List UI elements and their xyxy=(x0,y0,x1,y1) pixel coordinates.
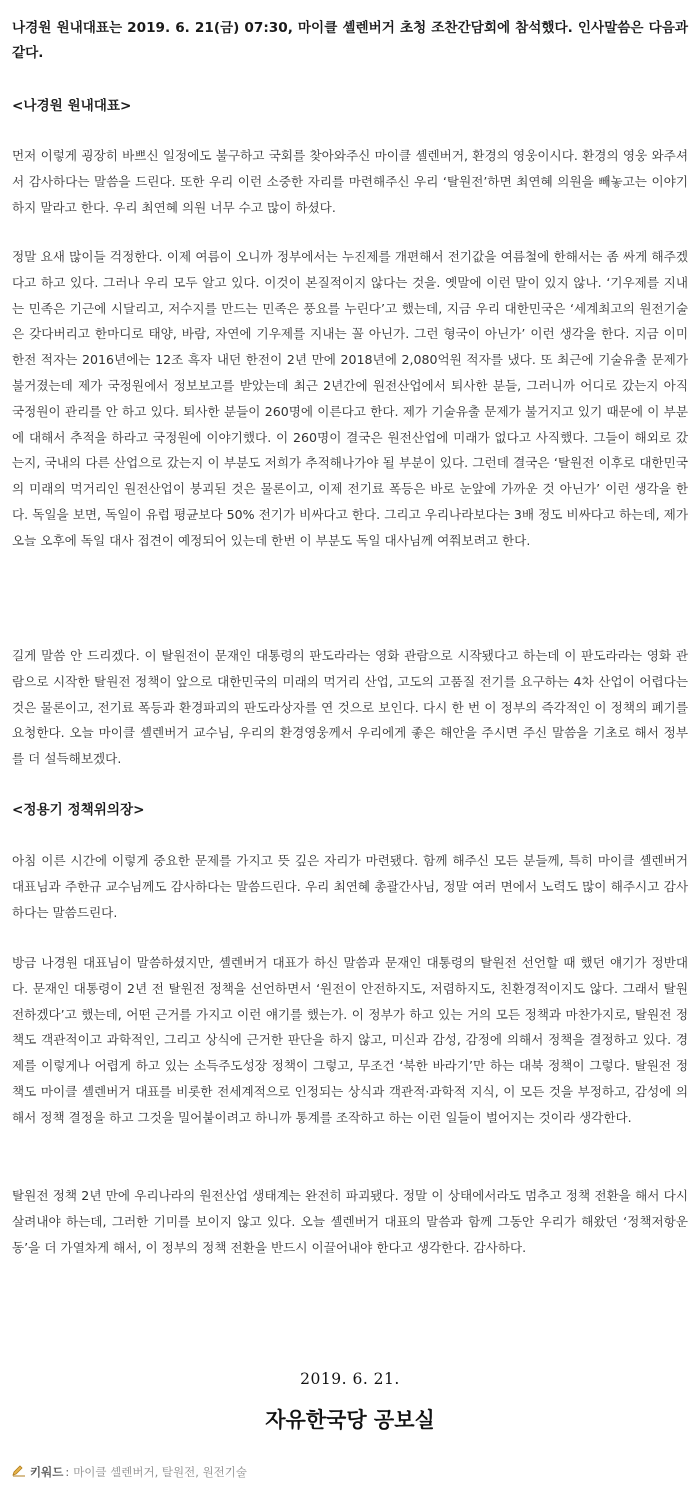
release-date: 2019. 6. 21. xyxy=(300,1370,400,1388)
paragraph: 정말 요새 많이들 걱정한다. 이제 여름이 오니까 정부에서는 누진제를 개편해서 전기값을 여름철에 한해서는 좀 싸게 해주겠다고 하고 있다. 그러나 우리 모두 알고 있다. 이것이 본질적이지 않다는 것을. 옛말에 이런 말이 있지 않나. ‘기우제를 지내는 민족은 기근에 시달리고, 저수지를 만드는 민족은 풍요를 누린다’고 했는데, 지금 우리 대한민국은 ‘세계최고의 원전기술은 갖다버리고 한마디로 태양, 바람, 자연에 기우제를 지내는 꼴 아닌가. 그런 형국이 아닌가’ 이런 생각을 한다. 지금 이미 한전 적자는 2016년에는 12조 흑자 내던 한전이 2년 만에 2018년에 2,080억원 적자를 냈다. 또 최근에 기술유출 문제가 불거졌는데 제가 국정원에서 정보보고를 받았는데 최근 2년간에 원전산업에서 퇴사한 분들, 그러니까 어디로 갔는지 아직 국정원이 관리를 안 하고 있다. 퇴사한 분들이 260명에 이른다고 한다. 제가 기술유출 문제가 불거지고 있기 때문에 이 부분에 대해서 추적을 하라고 국정원에 이야기했다. 이 260명이 결국은 원전산업에 미래가 없다고 사직했다. 그들이 해외로 갔는지, 국내의 다른 산업으로 갔는지 이 부분도 저희가 추적해나가야 될 부분이 있다. 그런데 결국은 ‘탈원전 이후로 대한민국의 미래의 먹거리인 원전산업이 붕괴된 것은 물론이고, 이제 전기료 폭등은 바로 눈앞에 가까운 것 아닌가’ 이런 생각을 한다. 독일을 보면, 독일이 유럽 평균보다 50% 전기가 비싸다고 한다. 그리고 우리나라보다는 3배 정도 비싸다고 하는데, 제가 오늘 오후에 독일 대사 접견이 예정되어 있는데 한번 이 부분도 독일 대사님께 여쭤보려고 한다. xyxy=(12,249,688,548)
keywords-label: 키워드 xyxy=(30,1465,64,1479)
section-heading-na-kyung-won: <나경원 원내대표> xyxy=(12,98,132,114)
pencil-icon xyxy=(12,1465,26,1480)
paragraph: 먼저 이렇게 굉장히 바쁘신 일정에도 불구하고 국회를 찾아와주신 마이클 셸렌버거, 환경의 영웅이시다. 환경의 영웅 와주셔서 감사하다는 말씀을 드린다. 또한 우리 이런 소중한 자리를 마련해주신 우리 ‘탈원전’하면 최연혜 의원을 빼놓고는 이야기하지 말라고 한다. 우리 최연혜 의원 너무 수고 많이 하셨다. xyxy=(12,148,688,215)
keywords-list[interactable]: 마이클 셸렌버거, 탈원전, 원전기술 xyxy=(73,1465,248,1479)
paragraph: 길게 말씀 안 드리겠다. 이 탈원전이 문재인 대통령의 판도라라는 영화 관람으로 시작됐다고 하는데 이 판도라라는 영화 관람으로 시작한 탈원전 정책이 앞으로 대한민국의 미래의 먹거리 산업, 고도의 고품질 전기를 요구하는 4차 산업이 어렵다는 것은 물론이고, 전기료 폭등과 환경파괴의 판도라상자를 연 것으로 보인다. 다시 한 번 이 정부의 즉각적인 이 정책의 폐기를 요청한다. 오늘 마이클 셸렌버거 교수님, 우리의 환경영웅께서 우리에게 좋은 해안을 주시면 주신 말씀을 기초로 해서 정부를 더 설득해보겠다. xyxy=(12,648,688,767)
paragraph: 아침 이른 시간에 이렇게 중요한 문제를 가지고 뜻 깊은 자리가 마련됐다. 함께 해주신 모든 분들께, 특히 마이클 셸렌버거 대표님과 주한규 교수님께도 감사하다는 말씀드린다. 우리 최연혜 총괄간사님, 정말 여러 면에서 노력도 많이 해주시고 감사하다는 말씀드린다. xyxy=(12,853,688,920)
issuing-office: 자유한국당 공보실 xyxy=(265,1408,435,1432)
keywords-bar xyxy=(12,1464,247,1480)
section-heading-jeong-yong-ki: <정용기 정책위의장> xyxy=(12,802,145,818)
lead-paragraph: 나경원 원내대표는 2019. 6. 21(금) 07:30, 마이클 셸렌버거 초청 조찬간담회에 참석했다. 인사말씀은 다음과 같다. xyxy=(12,20,688,61)
paragraph: 방금 나경원 대표님이 말씀하셨지만, 셸렌버거 대표가 하신 말씀과 문재인 대통령의 탈원전 선언할 때 했던 얘기가 정반대다. 문재인 대통령이 2년 전 탈원전 정책을 선언하면서 ‘원전이 안전하지도, 저렴하지도, 친환경적이지도 않다. 그래서 탈원전하겠다’고 했는데, 어떤 근거를 가지고 이런 얘기를 했는가. 이 정부가 하고 있는 거의 모든 정책과 마찬가지로, 탈원전 정책도 객관적이고 과학적인, 그리고 상식에 근거한 판단을 하지 않고, 미신과 감성, 감정에 의해서 정책을 결정하고 있다. 경제를 이렇게나 어렵게 하고 있는 소득주도성장 정책이 그렇고, 무조건 ‘북한 바라기’만 하는 대북 정책이 그렇다. 탈원전 정책도 마이클 셸렌버거 대표를 비롯한 전세계적으로 인정되는 상식과 객관적·과학적 지식, 이 모든 것을 부정하고, 감성에 의해서 정책 결정을 하고 그것을 밀어붙이려고 하니까 통계를 조작하고 하는 이런 일들이 벌어지는 것이라 생각한다. xyxy=(12,955,688,1125)
paragraph: 탈원전 정책 2년 만에 우리나라의 원전산업 생태계는 완전히 파괴됐다. 정말 이 상태에서라도 멈추고 정책 전환을 해서 다시 살려내야 하는데, 그러한 기미를 보이지 않고 있다. 오늘 셸렌버거 대표의 말씀과 함께 그동안 우리가 해왔던 ‘정책저항운동’을 더 가열차게 해서, 이 정부의 정책 전환을 반드시 이끌어내야 한다고 생각한다. 감사하다. xyxy=(12,1188,688,1255)
keywords-separator: : xyxy=(65,1465,70,1479)
